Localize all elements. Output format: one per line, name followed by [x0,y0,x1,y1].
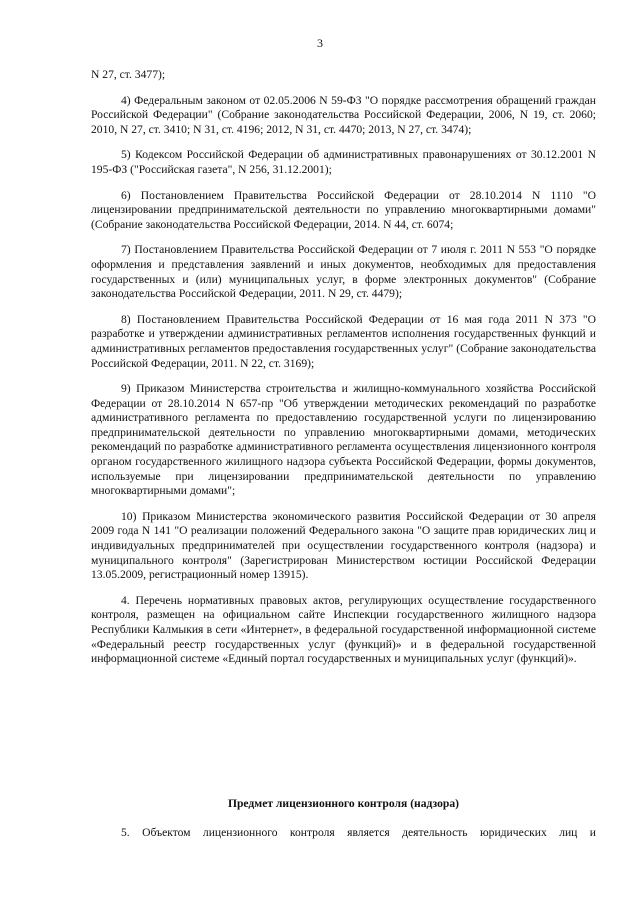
paragraph-section-4: 4. Перечень нормативных правовых актов, регулирующих осуществление государственного контроля, размещен на официальном сайте Инспекции государственного жилищного надзора Республики Калмыкия в сети «Интернет», в федеральной государственной информационной системе «Федеральный реестр государственных услуг (функций)» и в федеральной государственной информационной системе «Единый портал государственных и муниципальных услуг (функций)». [91,593,596,666]
paragraph-section-5: 5. Объектом лицензионного контроля является деятельность юридических лиц и [121,826,596,839]
paragraph-item-7: 7) Постановлением Правительства Российской Федерации от 7 июля г. 2011 N 553 "О порядке оформления и представления заявлений и иных документов, необходимых для предоставления государственных и (или) муниципальных услуг, в форме электронных документов" (Собрание законодательства Российской Федерации, 2011. N 29, ст. 4479); [91,243,596,301]
paragraph-continuation: N 27, ст. 3477); [91,68,166,81]
paragraph-item-5: 5) Кодексом Российской Федерации об административных правонарушениях от 30.12.2001 N 195-ФЗ ("Российская газета", N 256, 31.12.2001); [91,148,596,176]
document-body [91,68,596,678]
paragraph-item-4: 4) Федеральным законом от 02.05.2006 N 59-ФЗ "О порядке рассмотрения обращений граждан Российской Федерации" (Собрание законодательства Российской Федерации, 2006, N 19, ст. 2060; 2010, N 27, ст. 3410; N 31, ст. 4196; 2012, N 31, ст. 4470; 2013, N 27, ст. 3474); [91,93,596,136]
section-heading: Предмет лицензионного контроля (надзора) [227,797,460,810]
paragraph-item-8: 8) Постановлением Правительства Российской Федерации от 16 мая года 2011 N 373 "О разработке и утверждении административных регламентов исполнения государственных функций и административных регламентов предоставления государственных услуг" (Собрание законодательства Российской Федерации, 2011. N 22, ст. 3169); [91,312,596,370]
page-number: 3 [317,36,323,50]
paragraph-item-6: 6) Постановлением Правительства Российской Федерации от 28.10.2014 N 1110 "О лицензировании предпринимательской деятельности по управлению многоквартирными домами" (Собрание законодательства Российской Федерации, 2014. N 44, ст. 6074; [91,188,596,231]
paragraph-item-9: 9) Приказом Министерства строительства и жилищно-коммунального хозяйства Российской Федерации от 28.10.2014 N 657-пр "Об утверждении методических рекомендаций по разработке административного регламента по предоставлению государственной услуги по лицензированию предпринимательской деятельности по управлению многоквартирными домами, методических рекомендаций по разработке административного регламента осуществления лицензионного контроля органом государственного жилищного надзора субъекта Российской Федерации, формы документов, используемые при лицензировании предпринимательской деятельности по управлению многоквартирными домами"; [91,382,596,498]
paragraph-item-10: 10) Приказом Министерства экономического развития Российской Федерации от 30 апреля 2009 года N 141 "О реализации положений Федерального закона "О защите прав юридических лиц и индивидуальных предпринимателей при осуществлении государственного контроля (надзора) и муниципального контроля" (Зарегистрирован Министерством юстиции Российской Федерации 13.05.2009, регистрационный номер 13915). [91,509,596,582]
